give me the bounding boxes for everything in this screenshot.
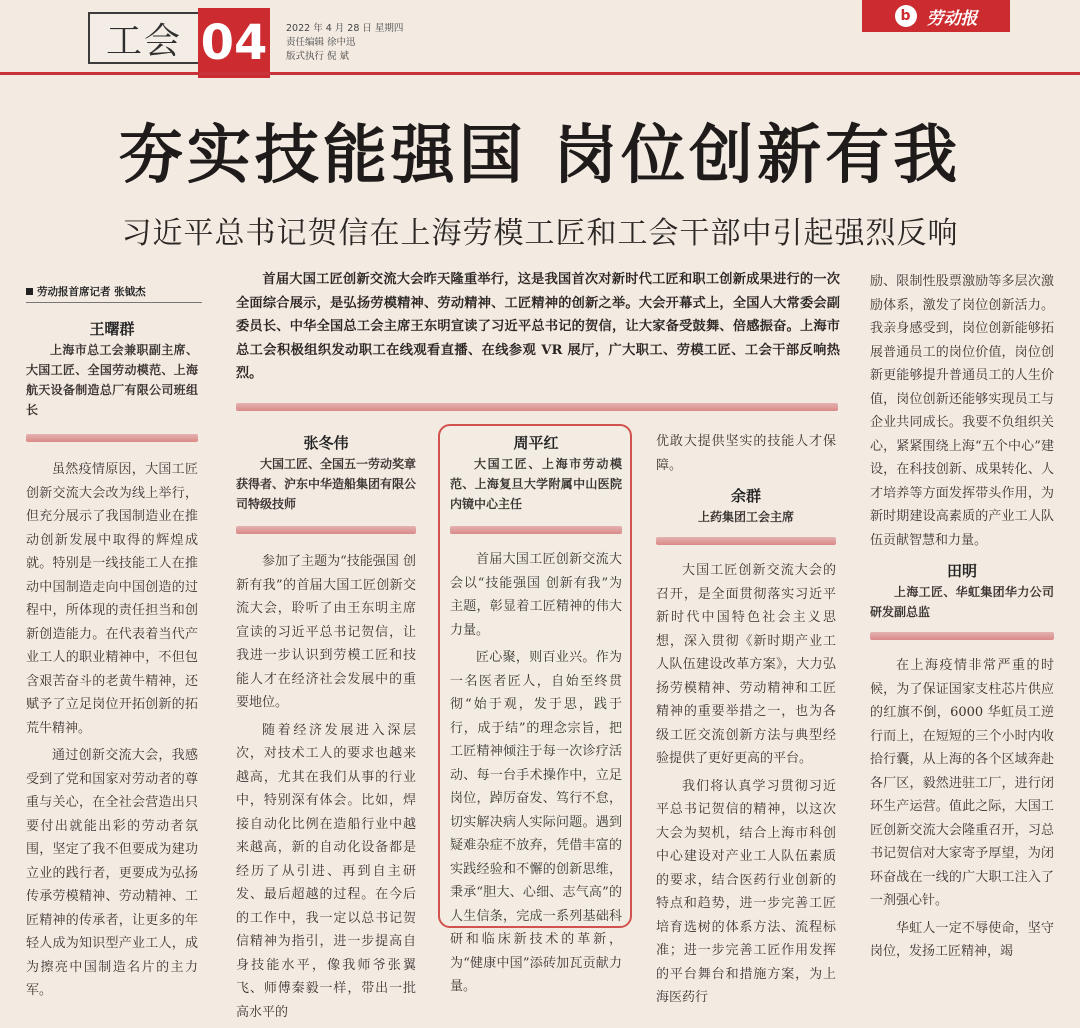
- column-divider: [236, 526, 416, 534]
- editor-line: 责任编辑 徐中迅: [286, 37, 356, 48]
- person-name: 张冬伟: [303, 434, 349, 452]
- column-zhang-dongwei: [236, 432, 416, 1028]
- date-line: 2022 年 4 月 28 日 星期四: [286, 23, 404, 34]
- person-name: 田明: [946, 562, 977, 580]
- column-zhou-pinghong: [450, 432, 622, 1003]
- byline-square-icon: [26, 288, 33, 295]
- column-tian-ming: [870, 270, 1054, 968]
- lede-paragraph: [236, 268, 840, 386]
- person-title: 上药集团工会主席: [697, 510, 794, 524]
- person-title: 大国工匠、上海市劳动模范、上海复旦大学附属中山医院内镜中心主任: [450, 457, 622, 511]
- person-title: 大国工匠、全国五一劳动奖章获得者、沪东中华造船集团有限公司特级技师: [236, 457, 417, 511]
- byline: [26, 284, 202, 303]
- paragraph-continued: 优敢大提供坚实的技能人才保障。: [656, 434, 836, 473]
- subheadline: 习近平总书记贺信在上海劳模工匠和工会干部中引起强烈反响: [121, 216, 959, 251]
- paragraph: 首届大国工匠创新交流大会以“技能强国 创新有我”为主题，彰显着工匠精神的伟大力量。: [450, 552, 622, 638]
- brand-name: 劳动报: [926, 8, 978, 29]
- paragraph-continued: 励、限制性股票激励等多层次激励体系，激发了岗位创新活力。我亲身感受到，岗位创新能够拓展普通员工的岗位价值，岗位创新更能够提升普通员工的人生价值，岗位创新还能够实现员工与企业共同成长。我要不负组织关心，紧紧围绕上海“五个中心”建设，在科技创新、成果转化、人才培养等方面发挥带头作用，为新时期建设高素质的产业工人队伍贡献智慧和力量。: [870, 274, 1054, 548]
- person-name: 余群: [730, 487, 761, 505]
- brand-logo-box: [862, 0, 1010, 32]
- lede-text: 首届大国工匠创新交流大会昨天隆重举行，这是我国首次对新时代工匠和职工创新成果进行的一次全面综合展示，是弘扬劳模精神、劳动精神、工匠精神的创新之举。大会开幕式上，全国人大常委会副委员长、中华全国总工会主席王东明宣读了习近平总书记的贺信，让大家备受鼓舞、倍感振奋。上海市总工会积极组织发动职工在线观看直播、在线参观 VR 展厅，广大职工、劳模工匠、工会干部反响热烈。: [236, 272, 840, 381]
- column-divider: [656, 537, 836, 545]
- paragraph: 随着经济发展进入深层次，对技术工人的要求也越来越高，尤其在我们从事的行业中，特别深有体会。比如，焊接自动化比例在造船行业中越来越高，新的自动化设备都是经历了从引进、再到自主研发、最后超越的过程。在今后的工作中，我一定以总书记贺信精神为指引，进一步提高自身技能水平，像我师爷张翼飞、师傅秦毅一样，带出一批高水平的: [236, 722, 416, 1020]
- page-number: 04: [198, 8, 270, 78]
- person-name: 王曙群: [89, 320, 135, 338]
- column-divider: [870, 632, 1054, 640]
- headline: 夯实技能强国 岗位创新有我: [118, 119, 962, 193]
- column-divider: [450, 526, 622, 534]
- masthead-divider: [0, 72, 1080, 75]
- paragraph: 我们将认真学习贯彻习近平总书记贺信的精神，以这次大会为契机，结合上海市科创中心建设对产业工人队伍素质的要求，结合医药行业创新的特点和趋势，进一步完善工匠培育选树的体系方法、流程标准；进一步完善工匠作用发挥的平台舞台和措施方案，为上海医药行: [656, 778, 836, 1005]
- section-label: 工会: [88, 12, 200, 64]
- person-title: 上海工匠、华虹集团华力公司研发副总监: [870, 585, 1054, 619]
- layout-line: 版式执行 倪 斌: [286, 51, 350, 62]
- person-title: 上海市总工会兼职副主席、大国工匠、全国劳动模范、上海航天设备制造总厂有限公司班组长: [26, 343, 198, 417]
- paragraph: 大国工匠创新交流大会的召开，是全面贯彻落实习近平新时代中国特色社会主义思想，深入贯彻《新时期产业工人队伍建设改革方案》，大力弘扬劳模精神、劳动精神和工匠精神的重要举措之一，也为各级工匠交流创新方法与典型经验提供了更好更高的平台。: [656, 563, 836, 766]
- column-divider: [26, 434, 198, 442]
- brand-logo-icon: b: [895, 5, 917, 27]
- paragraph: 通过创新交流大会，我感受到了党和国家对劳动者的尊重与关心，在全社会营造出只要付出就能出彩的劳动者氛围，坚定了我不但要成为建功立业的践行者，更要成为弘扬传承劳模精神、劳动精神、工匠精神的传承者，让更多的年轻人成为知识型产业工人，成为擦亮中国制造名片的主力军。: [26, 748, 198, 998]
- column-wang-shuqun: [26, 318, 198, 1007]
- paragraph: 虽然疫情原因，大国工匠创新交流大会改为线上举行，但充分展示了我国制造业在推动创新发展中取得的辉煌成就。特别是一线技能工人在推动中国制造走向中国创造的过程中，所体现的责任担当和创新创造能力。在代表着当代产业工人的职业精神中，不但包含艰苦奋斗的老黄牛精神，还赋予了立足岗位开拓创新的拓荒牛精神。: [26, 462, 198, 736]
- paragraph: 在上海疫情非常严重的时候，为了保证国家支柱芯片供应的红旗不倒，6000 华虹员工逆行而上，在短短的三个小时内收拾行囊，从上海的各个区域奔赴各厂区，毅然进驻工厂，进行闭环生产运营。值此之际，大国工匠创新交流大会隆重召开，习总书记贺信对大家寄予厚望，为闭环奋战在一线的广大职工注入了一剂强心针。: [870, 658, 1054, 908]
- lede-divider: [236, 403, 838, 411]
- byline-text: 劳动报首席记者 张钺杰: [37, 286, 146, 298]
- column-yu-qun: [656, 430, 836, 1014]
- person-name: 周平红: [513, 434, 559, 452]
- paragraph: 参加了主题为“技能强国 创新有我”的首届大国工匠创新交流大会，聆听了由王东明主席宣读的习近平总书记贺信，让我进一步认识到劳模工匠和技能人才在经济社会发展中的重要地位。: [236, 554, 416, 710]
- paragraph: 匠心聚，则百业兴。作为一名医者匠人，自始至终贯彻“始于观，发于思，践于行，成于结”的理念宗旨，把工匠精神倾注于每一次诊疗活动、每一台手术操作中，立足岗位，踔厉奋发、笃行不怠，切实解决病人实际问题。遇到疑难杂症不放弃，凭借丰富的实践经验和不懈的创新思维，秉承“胆大、心细、志气高”的人生信条，完成一系列基础科研和临床新技术的革新，为“健康中国”添砖加瓦贡献力量。: [450, 650, 622, 994]
- paragraph: 华虹人一定不辱使命，坚守岗位，发扬工匠精神，竭: [870, 920, 1054, 959]
